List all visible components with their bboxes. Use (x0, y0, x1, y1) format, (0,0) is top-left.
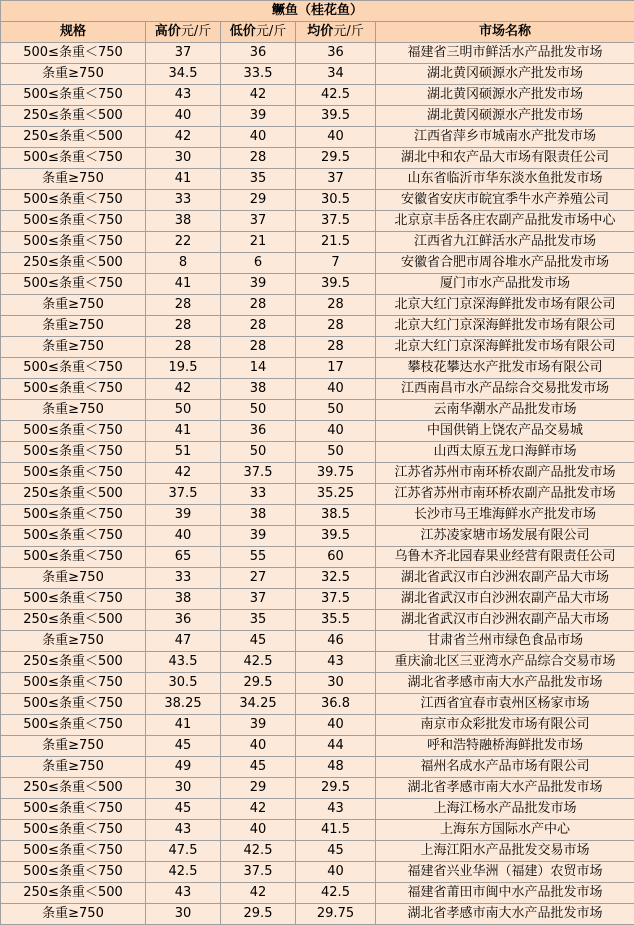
header-avg (296, 22, 376, 43)
cell-market-name: 攀枝花攀达水产批发市场有限公司 (376, 358, 634, 379)
cell-avg-price: 28 (296, 337, 376, 358)
cell-low-price: 37 (221, 589, 296, 610)
cell-spec: 条重≥750 (1, 295, 146, 316)
cell-market-name: 呼和浩特融桥海鲜批发市场 (376, 736, 634, 757)
cell-low-price: 36 (221, 421, 296, 442)
cell-low-price: 37.5 (221, 463, 296, 484)
cell-spec: 500≤条重＜750 (1, 379, 146, 400)
cell-spec: 250≤条重＜500 (1, 610, 146, 631)
cell-high-price: 28 (146, 337, 221, 358)
cell-spec: 250≤条重＜500 (1, 484, 146, 505)
cell-avg-price: 42.5 (296, 85, 376, 106)
cell-high-price: 33 (146, 190, 221, 211)
cell-low-price: 29 (221, 778, 296, 799)
table-row (1, 295, 634, 316)
cell-high-price: 65 (146, 547, 221, 568)
table-row (1, 862, 634, 883)
cell-avg-price: 50 (296, 442, 376, 463)
cell-market-name: 中国供销上饶农产品交易城 (376, 421, 634, 442)
cell-high-price: 38 (146, 589, 221, 610)
table-row (1, 64, 634, 85)
cell-avg-price: 28 (296, 295, 376, 316)
header-spec: 规格 (1, 22, 146, 43)
cell-market-name: 福建省三明市鲜活水产品批发市场 (376, 43, 634, 64)
table-row (1, 673, 634, 694)
cell-spec: 500≤条重＜750 (1, 589, 146, 610)
cell-avg-price: 60 (296, 547, 376, 568)
cell-avg-price: 30.5 (296, 190, 376, 211)
cell-avg-price: 43 (296, 652, 376, 673)
cell-avg-price: 50 (296, 400, 376, 421)
cell-market-name: 湖北省武汉市白沙洲农副产品大市场 (376, 568, 634, 589)
cell-market-name: 上海东方国际水产中心 (376, 820, 634, 841)
cell-market-name: 山东省临沂市华东淡水鱼批发市场 (376, 169, 634, 190)
table-row (1, 85, 634, 106)
cell-market-name: 厦门市水产品批发市场 (376, 274, 634, 295)
table-row (1, 421, 634, 442)
cell-high-price: 49 (146, 757, 221, 778)
cell-avg-price: 39.75 (296, 463, 376, 484)
cell-low-price: 55 (221, 547, 296, 568)
cell-market-name: 上海江阳水产品批发交易市场 (376, 841, 634, 862)
cell-market-name: 江西省萍乡市城南水产批发市场 (376, 127, 634, 148)
cell-market-name: 北京大红门京深海鲜批发市场有限公司 (376, 295, 634, 316)
cell-spec: 500≤条重＜750 (1, 505, 146, 526)
cell-market-name: 湖北黄冈硕源水产批发市场 (376, 64, 634, 85)
cell-high-price: 50 (146, 400, 221, 421)
cell-spec: 500≤条重＜750 (1, 211, 146, 232)
cell-spec: 250≤条重＜500 (1, 106, 146, 127)
table-row (1, 316, 634, 337)
table-row (1, 841, 634, 862)
table-row (1, 778, 634, 799)
cell-avg-price: 21.5 (296, 232, 376, 253)
cell-spec: 500≤条重＜750 (1, 526, 146, 547)
table-row (1, 463, 634, 484)
cell-market-name: 云南华潮水产品批发市场 (376, 400, 634, 421)
table-row (1, 190, 634, 211)
cell-high-price: 28 (146, 295, 221, 316)
cell-avg-price: 41.5 (296, 820, 376, 841)
cell-low-price: 29.5 (221, 904, 296, 925)
cell-low-price: 37.5 (221, 862, 296, 883)
table-title: 鳜鱼（桂花鱼） (1, 1, 634, 22)
cell-market-name: 北京大红门京深海鲜批发市场有限公司 (376, 316, 634, 337)
cell-low-price: 33 (221, 484, 296, 505)
cell-market-name: 北京京丰岳各庄农副产品批发市场中心 (376, 211, 634, 232)
cell-avg-price: 45 (296, 841, 376, 862)
table-row (1, 547, 634, 568)
cell-avg-price: 34 (296, 64, 376, 85)
cell-market-name: 安徽省安庆市皖宜季牛水产养殖公司 (376, 190, 634, 211)
table-row (1, 253, 634, 274)
cell-spec: 500≤条重＜750 (1, 820, 146, 841)
cell-high-price: 37 (146, 43, 221, 64)
cell-low-price: 40 (221, 820, 296, 841)
cell-spec: 500≤条重＜750 (1, 862, 146, 883)
cell-low-price: 50 (221, 442, 296, 463)
table-row (1, 358, 634, 379)
cell-spec: 条重≥750 (1, 64, 146, 85)
cell-low-price: 39 (221, 715, 296, 736)
cell-spec: 条重≥750 (1, 316, 146, 337)
cell-spec: 条重≥750 (1, 736, 146, 757)
cell-spec: 条重≥750 (1, 757, 146, 778)
table-row (1, 379, 634, 400)
cell-avg-price: 29.5 (296, 148, 376, 169)
cell-market-name: 南京市众彩批发市场有限公司 (376, 715, 634, 736)
cell-high-price: 34.5 (146, 64, 221, 85)
cell-market-name: 福建省兴业华洲（福建）农贸市场 (376, 862, 634, 883)
cell-spec: 条重≥750 (1, 337, 146, 358)
cell-high-price: 47.5 (146, 841, 221, 862)
cell-high-price: 42 (146, 379, 221, 400)
table-row (1, 820, 634, 841)
table-row (1, 274, 634, 295)
cell-high-price: 30 (146, 778, 221, 799)
cell-avg-price: 40 (296, 715, 376, 736)
cell-high-price: 38.25 (146, 694, 221, 715)
cell-low-price: 42 (221, 883, 296, 904)
cell-low-price: 28 (221, 337, 296, 358)
cell-high-price: 19.5 (146, 358, 221, 379)
cell-avg-price: 37.5 (296, 211, 376, 232)
cell-spec: 250≤条重＜500 (1, 778, 146, 799)
cell-spec: 250≤条重＜500 (1, 883, 146, 904)
cell-high-price: 51 (146, 442, 221, 463)
cell-avg-price: 40 (296, 421, 376, 442)
cell-market-name: 湖北省武汉市白沙洲农副产品大市场 (376, 589, 634, 610)
cell-high-price: 43 (146, 883, 221, 904)
table-row (1, 127, 634, 148)
cell-low-price: 40 (221, 736, 296, 757)
cell-spec: 500≤条重＜750 (1, 841, 146, 862)
cell-low-price: 28 (221, 295, 296, 316)
cell-spec: 500≤条重＜750 (1, 547, 146, 568)
table-row (1, 106, 634, 127)
cell-high-price: 43.5 (146, 652, 221, 673)
cell-low-price: 50 (221, 400, 296, 421)
cell-spec: 500≤条重＜750 (1, 190, 146, 211)
cell-spec: 条重≥750 (1, 400, 146, 421)
cell-market-name: 福州名成水产品市场有限公司 (376, 757, 634, 778)
cell-low-price: 34.25 (221, 694, 296, 715)
cell-market-name: 湖北黄冈硕源水产批发市场 (376, 85, 634, 106)
header-low (221, 22, 296, 43)
table-row (1, 715, 634, 736)
cell-avg-price: 32.5 (296, 568, 376, 589)
cell-market-name: 山西太原五龙口海鲜市场 (376, 442, 634, 463)
header-low-unit: 元/斤 (255, 24, 287, 39)
cell-high-price: 43 (146, 85, 221, 106)
header-high-label: 高价 (154, 24, 181, 39)
cell-low-price: 39 (221, 106, 296, 127)
table-row (1, 43, 634, 64)
cell-low-price: 33.5 (221, 64, 296, 85)
cell-low-price: 38 (221, 379, 296, 400)
table-row (1, 610, 634, 631)
table-row (1, 631, 634, 652)
cell-avg-price: 37 (296, 169, 376, 190)
cell-high-price: 39 (146, 505, 221, 526)
cell-high-price: 37.5 (146, 484, 221, 505)
cell-avg-price: 30 (296, 673, 376, 694)
table-row (1, 484, 634, 505)
cell-low-price: 39 (221, 274, 296, 295)
cell-high-price: 40 (146, 526, 221, 547)
cell-spec: 500≤条重＜750 (1, 673, 146, 694)
cell-avg-price: 48 (296, 757, 376, 778)
table-row (1, 148, 634, 169)
cell-low-price: 38 (221, 505, 296, 526)
cell-market-name: 江苏凌家塘市场发展有限公司 (376, 526, 634, 547)
cell-spec: 500≤条重＜750 (1, 232, 146, 253)
cell-low-price: 42.5 (221, 841, 296, 862)
cell-high-price: 30 (146, 148, 221, 169)
header-low-label: 低价 (229, 24, 256, 39)
header-avg-unit: 元/斤 (333, 24, 364, 39)
cell-avg-price: 39.5 (296, 526, 376, 547)
cell-avg-price: 28 (296, 316, 376, 337)
cell-spec: 条重≥750 (1, 568, 146, 589)
table-row (1, 694, 634, 715)
cell-market-name: 北京大红门京深海鲜批发市场有限公司 (376, 337, 634, 358)
table-row (1, 526, 634, 547)
cell-low-price: 36 (221, 43, 296, 64)
cell-high-price: 30.5 (146, 673, 221, 694)
cell-market-name: 湖北省孝感市南大水产品批发市场 (376, 673, 634, 694)
cell-spec: 250≤条重＜500 (1, 127, 146, 148)
cell-market-name: 上海江杨水产品批发市场 (376, 799, 634, 820)
cell-low-price: 45 (221, 631, 296, 652)
cell-low-price: 29 (221, 190, 296, 211)
cell-market-name: 湖北中和农产品大市场有限责任公司 (376, 148, 634, 169)
cell-market-name: 乌鲁木齐北园春果业经营有限责任公司 (376, 547, 634, 568)
cell-avg-price: 40 (296, 862, 376, 883)
cell-spec: 500≤条重＜750 (1, 358, 146, 379)
cell-spec: 250≤条重＜500 (1, 253, 146, 274)
header-row (1, 22, 634, 43)
cell-high-price: 22 (146, 232, 221, 253)
cell-spec: 500≤条重＜750 (1, 148, 146, 169)
cell-avg-price: 42.5 (296, 883, 376, 904)
cell-high-price: 45 (146, 736, 221, 757)
cell-high-price: 41 (146, 421, 221, 442)
cell-market-name: 福建省莆田市闽中水产品批发市场 (376, 883, 634, 904)
cell-high-price: 40 (146, 106, 221, 127)
cell-avg-price: 39.5 (296, 106, 376, 127)
cell-low-price: 27 (221, 568, 296, 589)
table-row (1, 589, 634, 610)
cell-spec: 条重≥750 (1, 169, 146, 190)
cell-avg-price: 36.8 (296, 694, 376, 715)
cell-market-name: 江西南昌市水产品综合交易批发市场 (376, 379, 634, 400)
cell-spec: 500≤条重＜750 (1, 799, 146, 820)
cell-low-price: 29.5 (221, 673, 296, 694)
table-row (1, 211, 634, 232)
cell-low-price: 35 (221, 610, 296, 631)
cell-spec: 500≤条重＜750 (1, 43, 146, 64)
cell-market-name: 重庆渝北区三亚湾水产品综合交易市场 (376, 652, 634, 673)
cell-spec: 条重≥750 (1, 904, 146, 925)
header-market: 市场名称 (376, 22, 634, 43)
cell-avg-price: 29.5 (296, 778, 376, 799)
header-high-unit: 元/斤 (180, 24, 212, 39)
cell-low-price: 35 (221, 169, 296, 190)
cell-avg-price: 43 (296, 799, 376, 820)
table-row (1, 736, 634, 757)
cell-low-price: 28 (221, 316, 296, 337)
cell-high-price: 42 (146, 127, 221, 148)
table-row (1, 568, 634, 589)
cell-low-price: 6 (221, 253, 296, 274)
cell-high-price: 33 (146, 568, 221, 589)
cell-market-name: 湖北黄冈硕源水产批发市场 (376, 106, 634, 127)
table-row (1, 904, 634, 925)
table-row (1, 505, 634, 526)
cell-spec: 500≤条重＜750 (1, 715, 146, 736)
cell-high-price: 36 (146, 610, 221, 631)
cell-high-price: 41 (146, 274, 221, 295)
cell-high-price: 41 (146, 715, 221, 736)
cell-avg-price: 17 (296, 358, 376, 379)
cell-high-price: 42.5 (146, 862, 221, 883)
cell-market-name: 甘肃省兰州市绿色食品市场 (376, 631, 634, 652)
cell-low-price: 45 (221, 757, 296, 778)
cell-spec: 条重≥750 (1, 631, 146, 652)
header-high (146, 22, 221, 43)
title-row (1, 1, 634, 22)
cell-low-price: 21 (221, 232, 296, 253)
cell-spec: 500≤条重＜750 (1, 442, 146, 463)
table-row (1, 232, 634, 253)
table-body (1, 43, 634, 925)
cell-high-price: 8 (146, 253, 221, 274)
cell-avg-price: 35.25 (296, 484, 376, 505)
cell-high-price: 42 (146, 463, 221, 484)
cell-low-price: 37 (221, 211, 296, 232)
cell-market-name: 湖北省武汉市白沙洲农副产品大市场 (376, 610, 634, 631)
cell-high-price: 47 (146, 631, 221, 652)
cell-high-price: 43 (146, 820, 221, 841)
cell-high-price: 28 (146, 316, 221, 337)
cell-low-price: 40 (221, 127, 296, 148)
cell-market-name: 江苏省苏州市南环桥农副产品批发市场 (376, 484, 634, 505)
cell-high-price: 41 (146, 169, 221, 190)
cell-market-name: 湖北省孝感市南大水产品批发市场 (376, 904, 634, 925)
cell-avg-price: 29.75 (296, 904, 376, 925)
cell-market-name: 安徽省合肥市周谷堆水产品批发市场 (376, 253, 634, 274)
cell-market-name: 江西省九江鲜活水产品批发市场 (376, 232, 634, 253)
table-row (1, 883, 634, 904)
cell-avg-price: 7 (296, 253, 376, 274)
cell-spec: 500≤条重＜750 (1, 85, 146, 106)
cell-spec: 500≤条重＜750 (1, 274, 146, 295)
cell-high-price: 38 (146, 211, 221, 232)
cell-avg-price: 44 (296, 736, 376, 757)
header-avg-label: 均价 (307, 24, 334, 39)
cell-avg-price: 40 (296, 379, 376, 400)
cell-avg-price: 46 (296, 631, 376, 652)
cell-avg-price: 37.5 (296, 589, 376, 610)
cell-high-price: 45 (146, 799, 221, 820)
cell-low-price: 42 (221, 799, 296, 820)
cell-low-price: 39 (221, 526, 296, 547)
cell-market-name: 江苏省苏州市南环桥农副产品批发市场 (376, 463, 634, 484)
cell-high-price: 30 (146, 904, 221, 925)
table-row (1, 757, 634, 778)
cell-low-price: 14 (221, 358, 296, 379)
table-row (1, 652, 634, 673)
table-row (1, 442, 634, 463)
cell-low-price: 28 (221, 148, 296, 169)
cell-spec: 500≤条重＜750 (1, 694, 146, 715)
cell-market-name: 湖北省孝感市南大水产品批发市场 (376, 778, 634, 799)
cell-avg-price: 38.5 (296, 505, 376, 526)
table-row (1, 400, 634, 421)
cell-avg-price: 39.5 (296, 274, 376, 295)
cell-avg-price: 40 (296, 127, 376, 148)
cell-low-price: 42 (221, 85, 296, 106)
table-row (1, 337, 634, 358)
cell-avg-price: 35.5 (296, 610, 376, 631)
cell-spec: 250≤条重＜500 (1, 652, 146, 673)
cell-market-name: 长沙市马王堆海鲜水产批发市场 (376, 505, 634, 526)
table-row (1, 799, 634, 820)
cell-market-name: 江西省宜春市袁州区杨家市场 (376, 694, 634, 715)
cell-low-price: 42.5 (221, 652, 296, 673)
cell-spec: 500≤条重＜750 (1, 421, 146, 442)
cell-spec: 500≤条重＜750 (1, 463, 146, 484)
table-row (1, 169, 634, 190)
cell-avg-price: 36 (296, 43, 376, 64)
